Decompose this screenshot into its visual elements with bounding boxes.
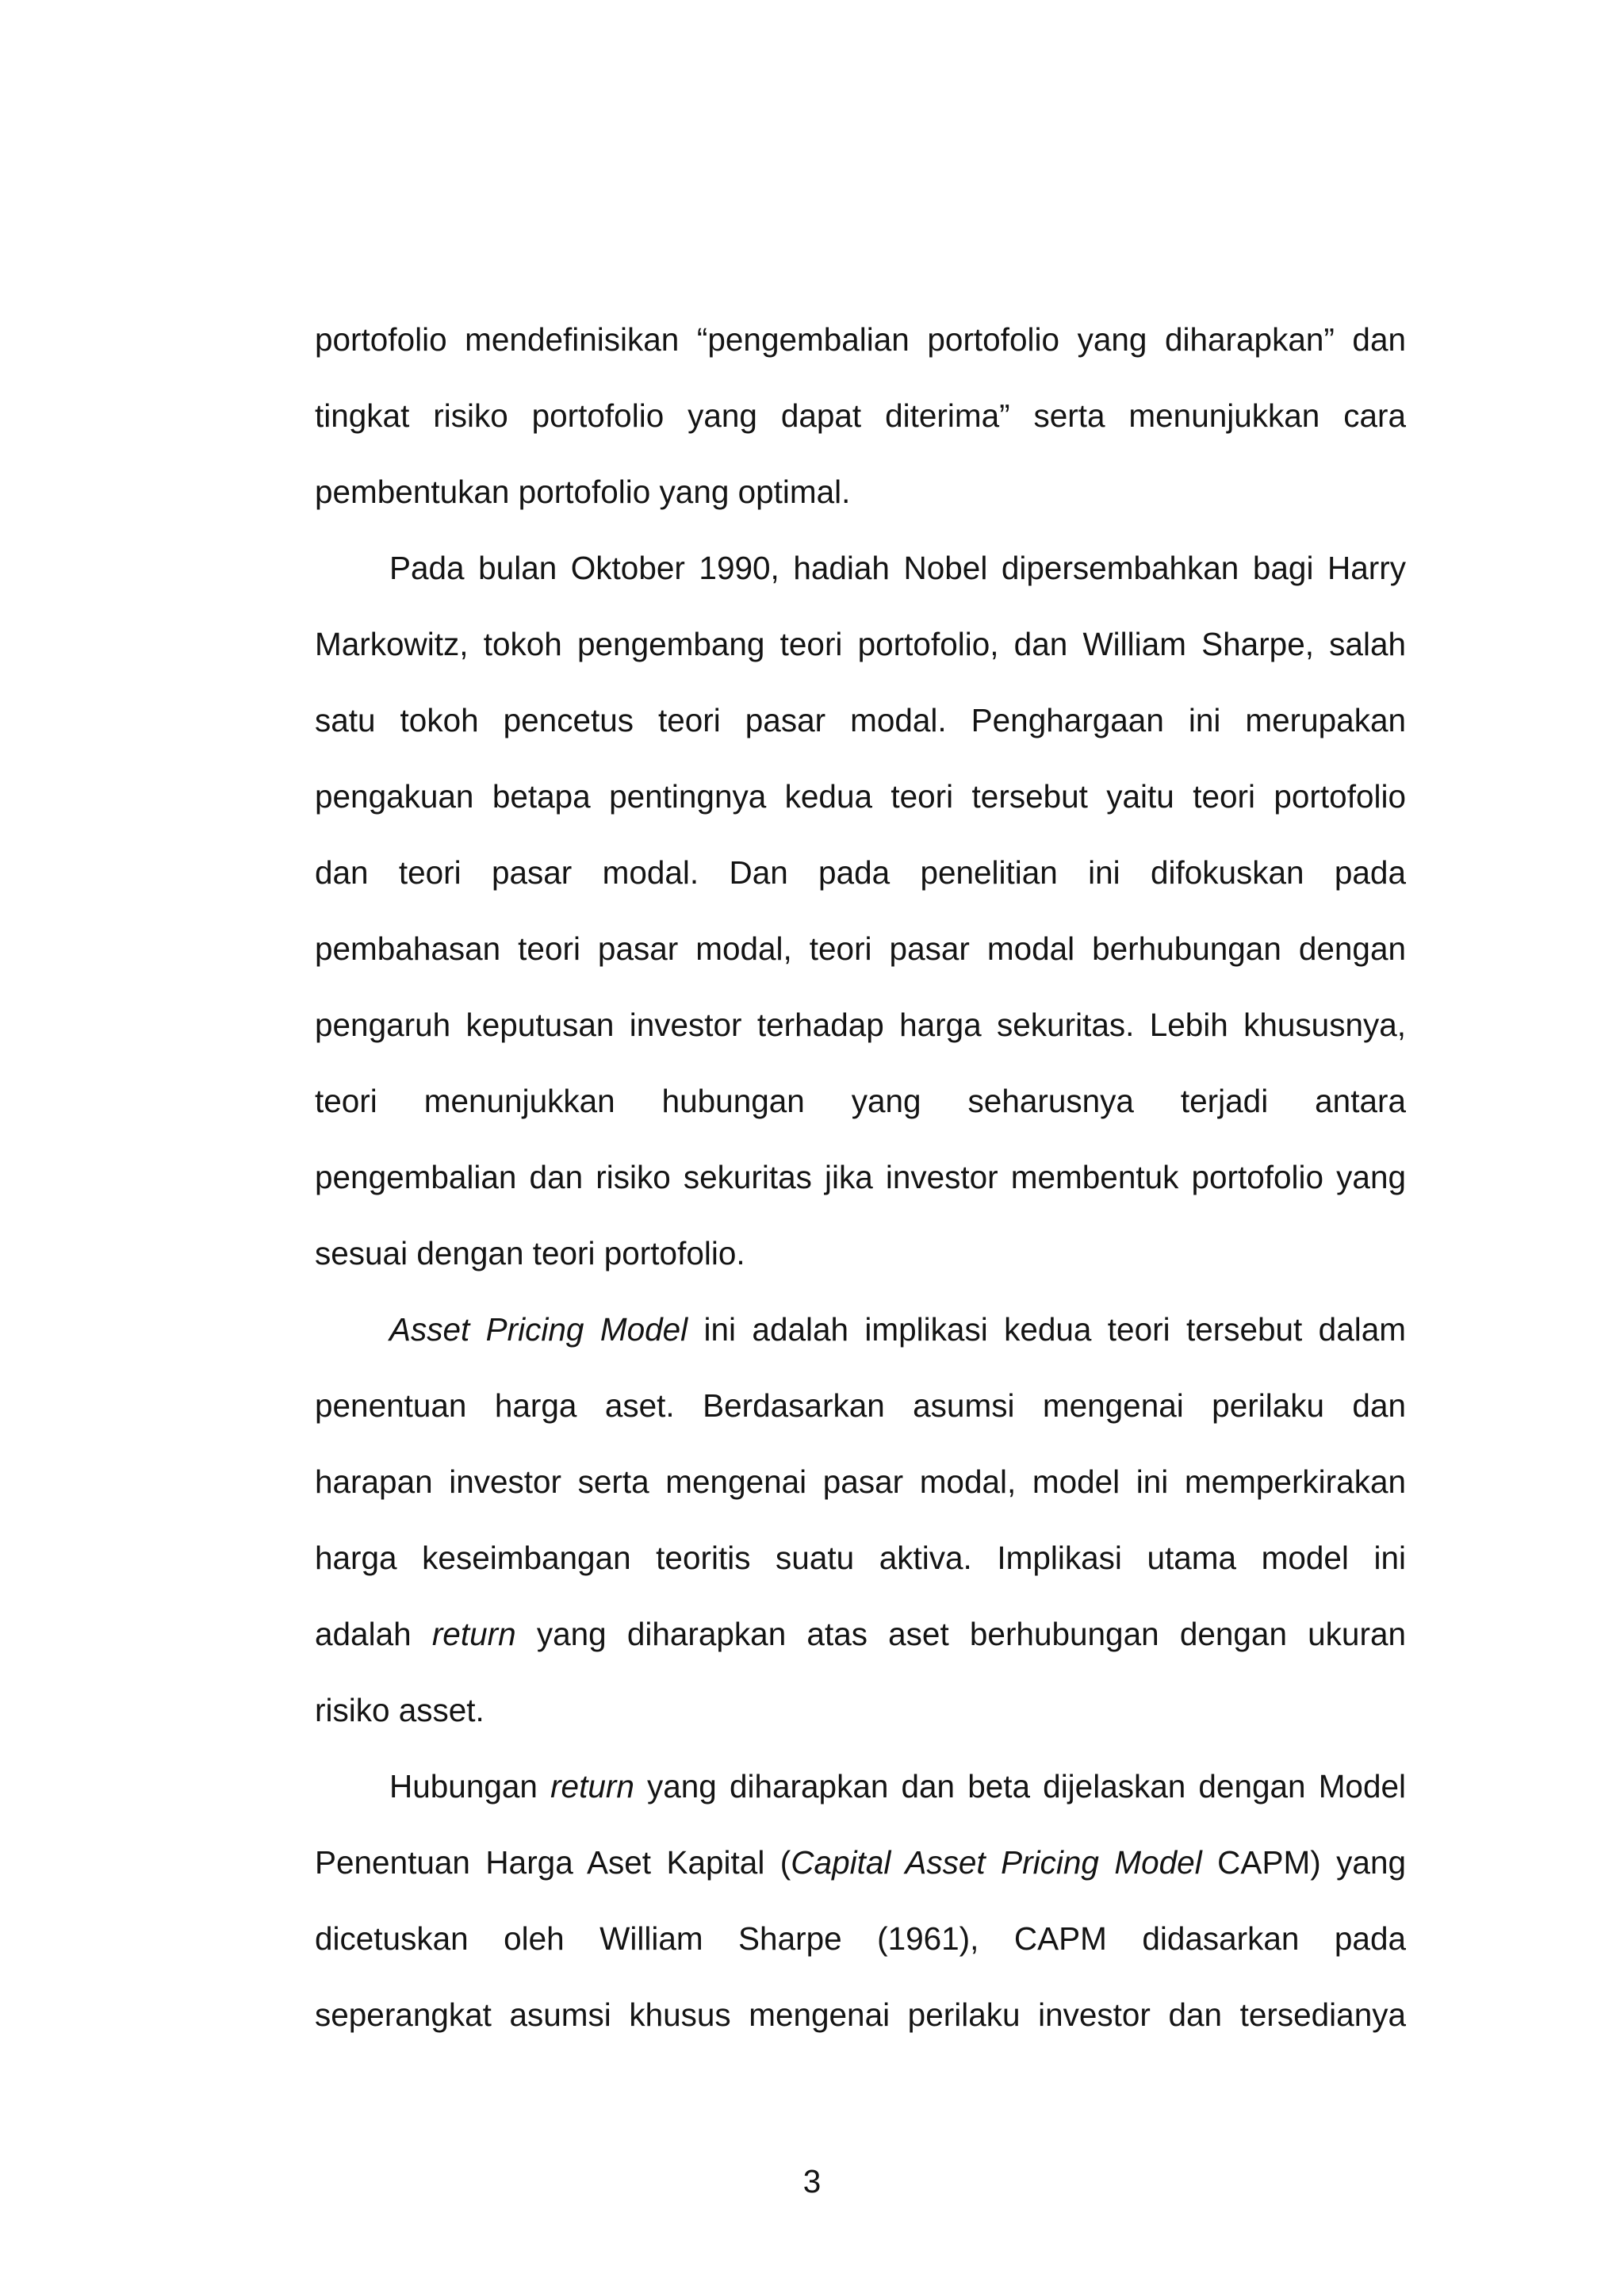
text-span: satu tokoh pencetus teori pasar modal. Penghargaan ini merupakan: [315, 702, 1406, 738]
text-line: [315, 1063, 1406, 1139]
text-line: [315, 911, 1406, 987]
text-line: [315, 1139, 1406, 1215]
text-line: [315, 1520, 1406, 1596]
text-line: [315, 301, 1406, 378]
text-span: portofolio mendefinisikan “pengembalian portofolio yang diharapkan” dan: [315, 321, 1406, 358]
text-span: adalah: [315, 1616, 432, 1652]
page-number: 3: [802, 2163, 822, 2200]
text-line: [315, 1596, 1406, 1672]
text-span: sesuai dengan teori portofolio.: [315, 1235, 745, 1271]
text-span: seperangkat asumsi khusus mengenai perilaku investor dan tersedianya: [315, 1996, 1406, 2033]
text-line: [315, 454, 1406, 530]
text-span: yang diharapkan atas aset berhubungan dengan ukuran: [515, 1616, 1406, 1652]
text-line: [315, 1367, 1406, 1444]
text-line: [315, 1672, 1406, 1748]
text-span: pengaruh keputusan investor terhadap harga sekuritas. Lebih khususnya,: [315, 1007, 1406, 1043]
text-line: [315, 834, 1406, 911]
text-span: Markowitz, tokoh pengembang teori portofolio, dan William Sharpe, salah: [315, 626, 1406, 662]
text-span: pengakuan betapa pentingnya kedua teori tersebut yaitu teori portofolio: [315, 778, 1406, 815]
text-line: [315, 530, 1406, 606]
text-span: Hubungan: [389, 1768, 551, 1805]
text-span: harapan investor serta mengenai pasar modal, model ini memperkirakan: [315, 1463, 1406, 1500]
italic-span: Capital Asset Pricing Model: [791, 1844, 1202, 1881]
text-line: [315, 1748, 1406, 1824]
text-line: [315, 1444, 1406, 1520]
text-line: [315, 682, 1406, 758]
text-span: pembahasan teori pasar modal, teori pasar modal berhubungan dengan: [315, 930, 1406, 967]
text-line: [315, 1824, 1406, 1900]
italic-span: return: [431, 1616, 516, 1652]
text-span: pembentukan portofolio yang optimal.: [315, 474, 851, 510]
text-line: [315, 378, 1406, 454]
text-line: [315, 606, 1406, 682]
text-line: [315, 1215, 1406, 1291]
text-line: [315, 758, 1406, 834]
text-span: Pada bulan Oktober 1990, hadiah Nobel dipersembahkan bagi Harry: [389, 550, 1406, 586]
text-line: [315, 1977, 1406, 2053]
text-span: harga keseimbangan teoritis suatu aktiva. Implikasi utama model ini: [315, 1540, 1406, 1576]
text-span: ini adalah implikasi kedua teori tersebut dalam: [688, 1311, 1406, 1348]
text-span: pengembalian dan risiko sekuritas jika investor membentuk portofolio yang: [315, 1159, 1406, 1195]
italic-span: return: [550, 1768, 634, 1805]
text-span: dan teori pasar modal. Dan pada penelitian ini difokuskan pada: [315, 854, 1406, 891]
text-line: [315, 987, 1406, 1063]
text-line: [315, 1291, 1406, 1367]
body-text: [315, 301, 1406, 2053]
text-span: Penentuan Harga Aset Kapital (: [315, 1844, 791, 1881]
text-line: [315, 1900, 1406, 1977]
text-span: CAPM) yang: [1201, 1844, 1406, 1881]
text-span: tingkat risiko portofolio yang dapat diterima” serta menunjukkan cara: [315, 397, 1406, 434]
italic-span: Asset Pricing Model: [389, 1311, 688, 1348]
text-span: teori menunjukkan hubungan yang seharusnya terjadi antara: [315, 1083, 1406, 1119]
text-span: risiko asset.: [315, 1692, 485, 1728]
text-span: dicetuskan oleh William Sharpe (1961), CAPM didasarkan pada: [315, 1920, 1406, 1957]
text-span: yang diharapkan dan beta dijelaskan dengan Model: [634, 1768, 1406, 1805]
text-span: penentuan harga aset. Berdasarkan asumsi mengenai perilaku dan: [315, 1387, 1406, 1424]
